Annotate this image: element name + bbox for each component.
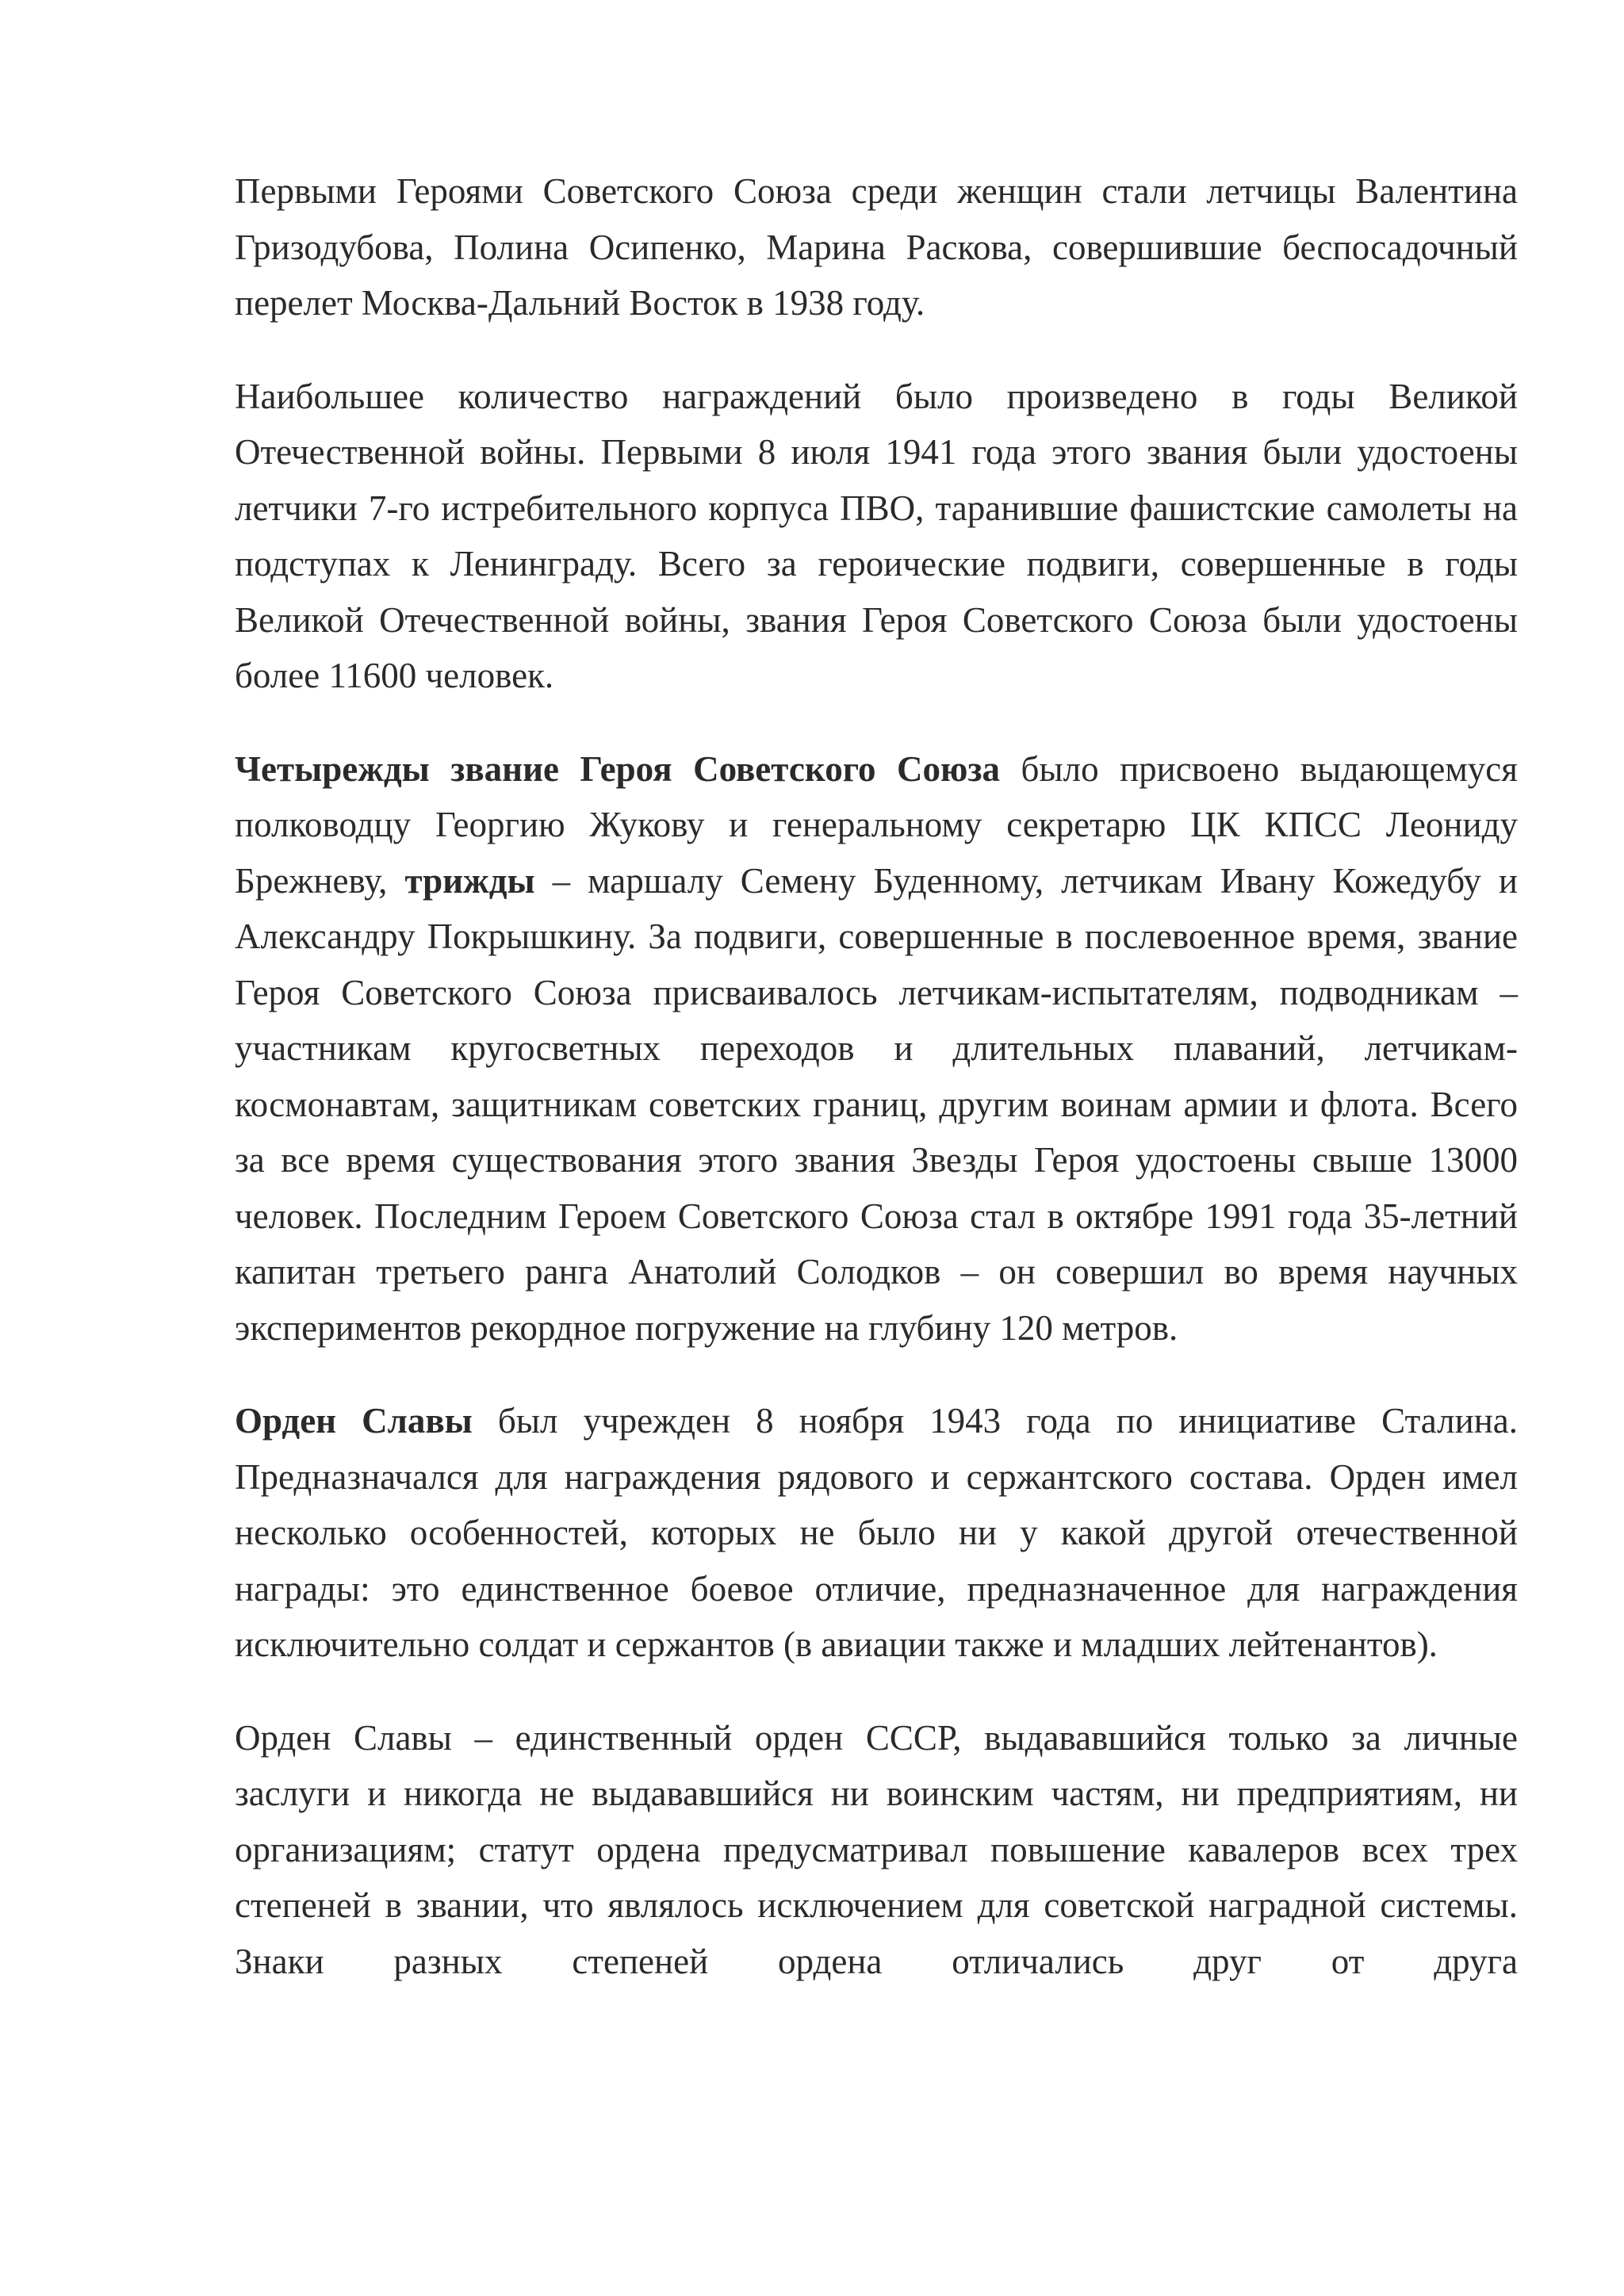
paragraph-great-patriotic-war <box>235 369 1518 704</box>
paragraph-text: Орден Славы – единственный орден СССР, выдававшийся только за личные заслуги и никогда не выдававшийся ни воинским частям, ни предприятиям, ни организациям; статут ордена предусматривал повышение кавалеров всех трех степеней в звании, что являлось исключением для советской наградной системы. Знаки разных степеней ордена отличались друг от друга <box>235 1717 1518 1981</box>
paragraph-order-of-glory-unique <box>235 1710 1518 1990</box>
bold-term-three-times: трижды <box>404 860 535 901</box>
paragraph-women-heroes <box>235 163 1518 331</box>
paragraph-text: был учрежден 8 ноября 1943 года по инициативе Сталина. Предназначался для награждения рядового и сержантского состава. Орден имел несколько особенностей, которых не было ни у какой другой отечественной награды: это единственное боевое отличие, предназначенное для награждения исключительно солдат и сержантов (в авиации также и младших лейтенантов). <box>235 1401 1519 1664</box>
paragraph-multiple-heroes <box>235 741 1518 1357</box>
bold-term-order-of-glory: Орден Славы <box>235 1401 473 1441</box>
bold-term-four-times: Четырежды звание Героя Советского Союза <box>235 748 1001 789</box>
paragraph-order-of-glory <box>235 1393 1518 1673</box>
paragraph-text: было присвоено выдающемуся полководцу Георгию Жукову и генеральному секретарю ЦК КПСС Леониду Брежневу, <box>235 748 1518 901</box>
paragraph-text: Наибольшее количество награждений было произведено в годы Великой Отечественной войны. Первыми 8 июля 1941 года этого звания были удостоены летчики 7-го истребительного корпуса ПВО, таранившие фашистские самолеты на подступах к Ленинграду. Всего за героические подвиги, совершенные в годы Великой Отечественной войны, звания Героя Советского Союза были удостоены более 11600 человек. <box>235 376 1518 695</box>
paragraph-text: Первыми Героями Советского Союза среди женщин стали летчицы Валентина Гризодубова, Полина Осипенко, Марина Раскова, совершившие беспосадочный перелет Москва-Дальний Восток в 1938 году. <box>235 171 1518 323</box>
document-body <box>235 163 1518 1989</box>
paragraph-text: – маршалу Семену Буденному, летчикам Ивану Кожедубу и Александру Покрышкину. За подвиги, совершенные в послевоенное время, звание Героя Советского Союза присваивалось летчикам-испытателям, подводникам – участникам кругосветных переходов и длительных плаваний, летчикам-космонавтам, защитникам советских границ, другим воинам армии и флота. Всего за все время существования этого звания Звезды Героя удостоены свыше 13000 человек. Последним Героем Советского Союза стал в октябре 1991 года 35-летний капитан третьего ранга Анатолий Солодков – он совершил во время научных экспериментов рекордное погружение на глубину 120 метров. <box>235 860 1519 1348</box>
